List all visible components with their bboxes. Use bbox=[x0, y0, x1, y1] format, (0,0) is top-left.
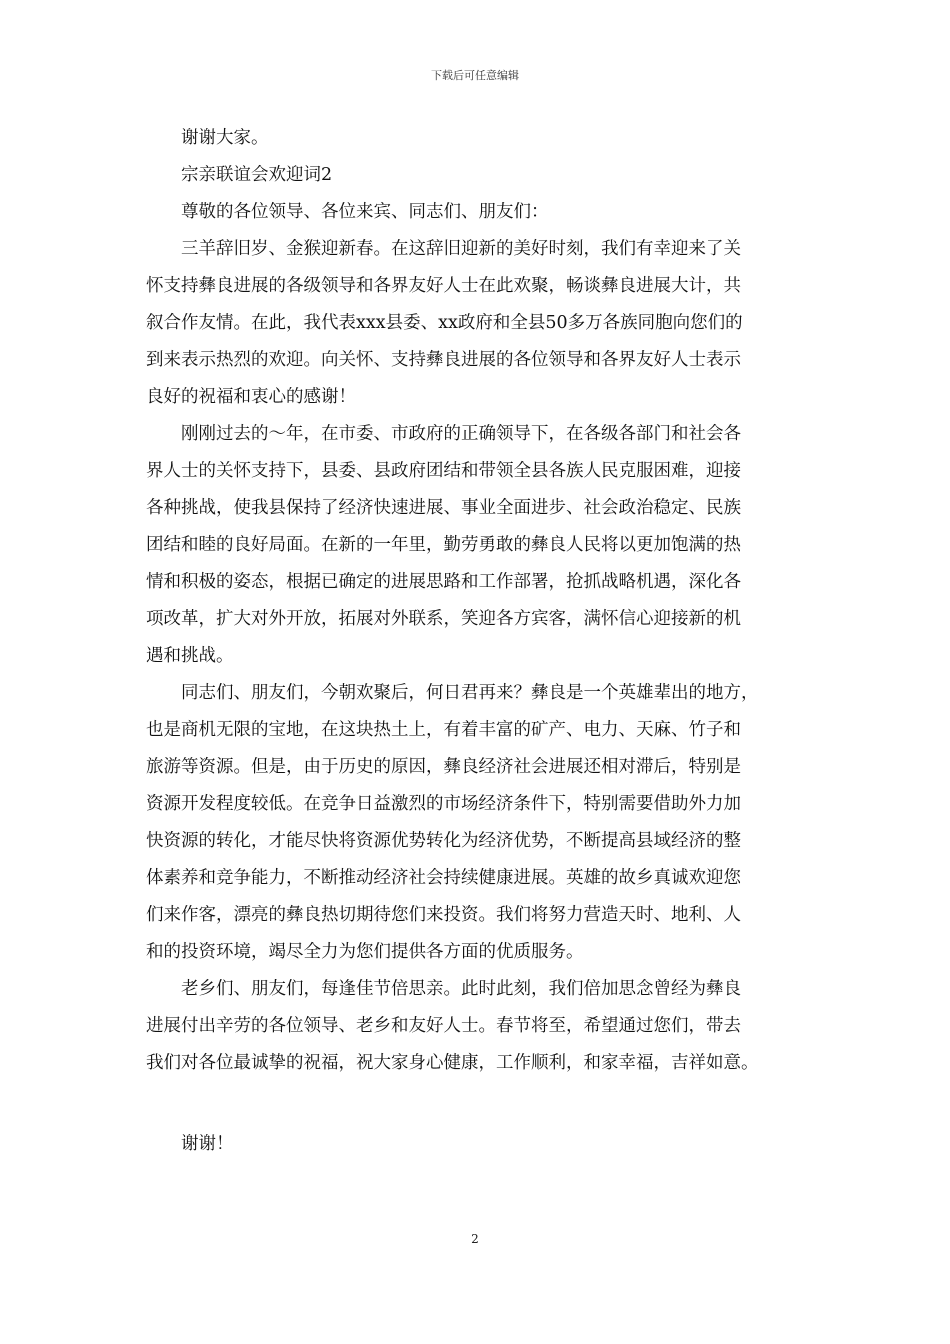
paragraph-line: 界人士的关怀支持下，县委、县政府团结和带领全县各族人民克服困难，迎接 bbox=[146, 461, 741, 481]
paragraph-line: 遇和挑战。 bbox=[146, 646, 234, 666]
blank-spacer bbox=[146, 1082, 808, 1126]
closing-thanks-line: 谢谢大家。 bbox=[181, 128, 269, 148]
paragraph-line: 到来表示热烈的欢迎。向关怀、支持彝良进展的各位领导和各界友好人士表示 bbox=[146, 350, 741, 370]
paragraph-line: 良好的祝福和衷心的感谢！ bbox=[146, 387, 356, 407]
paragraph-line: 快资源的转化，才能尽快将资源优势转化为经济优势，不断提高县域经济的整 bbox=[146, 831, 741, 851]
paragraph-line: 刚刚过去的～年，在市委、市政府的正确领导下，在各级各部门和社会各 bbox=[181, 424, 741, 444]
paragraph-line: 们来作客，漂亮的彝良热切期待您们来投资。我们将努力营造天时、地利、人 bbox=[146, 905, 741, 925]
section-title: 宗亲联谊会欢迎词2 bbox=[181, 165, 333, 185]
salutation: 尊敬的各位领导、各位来宾、同志们、朋友们： bbox=[181, 202, 549, 222]
paragraph-2 bbox=[146, 416, 808, 675]
paragraph-line: 体素养和竞争能力，不断推动经济社会持续健康进展。英雄的故乡真诚欢迎您 bbox=[146, 868, 741, 888]
paragraph-1 bbox=[146, 231, 808, 416]
paragraph-line: 三羊辞旧岁、金猴迎新春。在这辞旧迎新的美好时刻，我们有幸迎来了关 bbox=[181, 239, 741, 259]
paragraph-line: 情和积极的姿态，根据已确定的进展思路和工作部署，抢抓战略机遇，深化各 bbox=[146, 572, 741, 592]
document-body bbox=[146, 120, 808, 1163]
paragraph-line: 叙合作友情。在此，我代表xxx县委、xx政府和全县50多万各族同胞向您们的 bbox=[146, 313, 743, 333]
paragraph-line: 和的投资环境，竭尽全力为您们提供各方面的优质服务。 bbox=[146, 942, 584, 962]
paragraph-4 bbox=[146, 971, 808, 1082]
paragraph-line: 旅游等资源。但是，由于历史的原因，彝良经济社会进展还相对滞后，特别是 bbox=[146, 757, 741, 777]
paragraph-line: 同志们、朋友们，今朝欢聚后，何日君再来？彝良是一个英雄辈出的地方， bbox=[181, 683, 759, 703]
page-number: 2 bbox=[471, 1232, 479, 1246]
paragraph-line: 怀支持彝良进展的各级领导和各界友好人士在此欢聚，畅谈彝良进展大计，共 bbox=[146, 276, 741, 296]
paragraph-line: 团结和睦的良好局面。在新的一年里，勤劳勇敢的彝良人民将以更加饱满的热 bbox=[146, 535, 741, 555]
final-thanks-line: 谢谢！ bbox=[181, 1134, 234, 1154]
paragraph-line: 各种挑战，使我县保持了经济快速进展、事业全面进步、社会政治稳定、民族 bbox=[146, 498, 741, 518]
paragraph-3 bbox=[146, 675, 808, 971]
paragraph-line: 进展付出辛劳的各位领导、老乡和友好人士。春节将至，希望通过您们，带去 bbox=[146, 1016, 741, 1036]
paragraph-line: 我们对各位最诚挚的祝福，祝大家身心健康，工作顺利，和家幸福，吉祥如意。 bbox=[146, 1053, 759, 1073]
paragraph-line: 项改革，扩大对外开放，拓展对外联系，笑迎各方宾客，满怀信心迎接新的机 bbox=[146, 609, 741, 629]
paragraph-line: 资源开发程度较低。在竞争日益激烈的市场经济条件下，特别需要借助外力加 bbox=[146, 794, 741, 814]
paragraph-line: 也是商机无限的宝地，在这块热土上，有着丰富的矿产、电力、天麻、竹子和 bbox=[146, 720, 741, 740]
paragraph-line: 老乡们、朋友们，每逢佳节倍思亲。此时此刻，我们倍加思念曾经为彝良 bbox=[181, 979, 741, 999]
page-header: 下载后可任意编辑 bbox=[431, 69, 519, 82]
